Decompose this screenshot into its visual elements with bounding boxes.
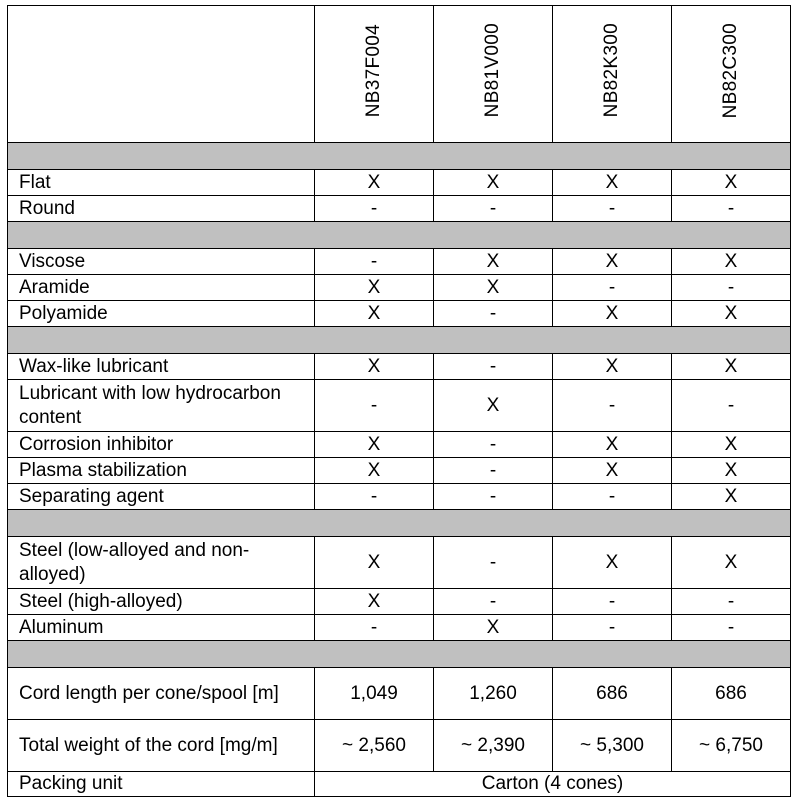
row-value: X xyxy=(434,170,553,196)
row-value: - xyxy=(434,458,553,484)
row-value: X xyxy=(553,432,672,458)
row-value: - xyxy=(672,380,791,432)
row-value: ~ 5,300 xyxy=(553,720,672,772)
row-value: X xyxy=(315,589,434,615)
section-separator-cell xyxy=(8,222,791,249)
row-value: - xyxy=(553,615,672,641)
row-value: - xyxy=(672,589,791,615)
row-value: - xyxy=(434,537,553,589)
row-value: X xyxy=(315,354,434,380)
row-value: - xyxy=(315,615,434,641)
column-header-4 xyxy=(672,6,791,143)
row-value: X xyxy=(553,301,672,327)
table-row xyxy=(8,380,791,432)
section-separator-cell xyxy=(8,327,791,354)
row-value: X xyxy=(434,249,553,275)
column-code: NB82K300 xyxy=(601,23,622,118)
row-value: X xyxy=(434,380,553,432)
table-row xyxy=(8,275,791,301)
row-value: 686 xyxy=(672,668,791,720)
row-value: X xyxy=(553,354,672,380)
row-value: X xyxy=(672,301,791,327)
column-header-3 xyxy=(553,6,672,143)
row-value: - xyxy=(553,484,672,510)
column-code: NB82C300 xyxy=(720,22,741,119)
row-value: - xyxy=(553,380,672,432)
row-label: Plasma stabilization xyxy=(8,458,315,484)
row-value: X xyxy=(315,170,434,196)
row-label: Wax-like lubricant xyxy=(8,354,315,380)
row-value: X xyxy=(672,170,791,196)
row-value: X xyxy=(434,615,553,641)
row-label: Steel (low-alloyed and non-alloyed) xyxy=(8,537,315,589)
row-value: X xyxy=(553,537,672,589)
table-row xyxy=(8,170,791,196)
row-value: X xyxy=(315,458,434,484)
row-value: - xyxy=(434,301,553,327)
column-code: NB81V000 xyxy=(482,23,503,118)
row-label: Aluminum xyxy=(8,615,315,641)
section-separator-cell xyxy=(8,143,791,170)
row-value: - xyxy=(315,196,434,222)
row-label: Viscose xyxy=(8,249,315,275)
row-value: - xyxy=(672,615,791,641)
specification-table xyxy=(7,5,791,797)
row-value: - xyxy=(434,354,553,380)
row-value: - xyxy=(434,432,553,458)
section-separator-cell xyxy=(8,510,791,537)
table-row xyxy=(8,537,791,589)
row-value: - xyxy=(315,484,434,510)
row-value: 1,049 xyxy=(315,668,434,720)
packing-value: Carton (4 cones) xyxy=(315,772,791,797)
row-value: X xyxy=(672,537,791,589)
table-row xyxy=(8,249,791,275)
section-separator-cell xyxy=(8,641,791,668)
row-value: - xyxy=(434,484,553,510)
row-label: Lubricant with low hydrocarbon content xyxy=(8,380,315,432)
table-row xyxy=(8,301,791,327)
column-code: NB37F004 xyxy=(363,23,384,118)
table-row xyxy=(8,484,791,510)
row-label: Corrosion inhibitor xyxy=(8,432,315,458)
header-row xyxy=(8,6,791,143)
table-row xyxy=(8,196,791,222)
row-value: X xyxy=(672,432,791,458)
row-value: X xyxy=(553,458,672,484)
table-row xyxy=(8,615,791,641)
column-header-1 xyxy=(315,6,434,143)
row-value: ~ 6,750 xyxy=(672,720,791,772)
row-value: X xyxy=(315,275,434,301)
table-row xyxy=(8,668,791,720)
table-row xyxy=(8,432,791,458)
row-label: Round xyxy=(8,196,315,222)
row-label: Separating agent xyxy=(8,484,315,510)
row-value: - xyxy=(553,196,672,222)
row-value: X xyxy=(672,484,791,510)
row-value: X xyxy=(434,275,553,301)
section-separator xyxy=(8,510,791,537)
row-value: X xyxy=(315,537,434,589)
row-value: X xyxy=(315,301,434,327)
packing-label: Packing unit xyxy=(8,772,315,797)
row-value: - xyxy=(315,380,434,432)
row-value: X xyxy=(672,249,791,275)
column-header-2 xyxy=(434,6,553,143)
row-value: ~ 2,390 xyxy=(434,720,553,772)
row-value: X xyxy=(672,458,791,484)
row-value: - xyxy=(434,589,553,615)
row-value: X xyxy=(553,170,672,196)
row-value: - xyxy=(672,275,791,301)
row-value: 1,260 xyxy=(434,668,553,720)
row-value: - xyxy=(434,196,553,222)
table-row xyxy=(8,458,791,484)
table-row xyxy=(8,720,791,772)
section-separator xyxy=(8,327,791,354)
row-value: X xyxy=(672,354,791,380)
row-label: Steel (high-alloyed) xyxy=(8,589,315,615)
row-label: Total weight of the cord [mg/m] xyxy=(8,720,315,772)
row-value: - xyxy=(553,275,672,301)
row-value: - xyxy=(672,196,791,222)
table-row xyxy=(8,589,791,615)
row-value: 686 xyxy=(553,668,672,720)
row-value: X xyxy=(315,432,434,458)
row-label: Cord length per cone/spool [m] xyxy=(8,668,315,720)
packing-row xyxy=(8,772,791,797)
row-value: - xyxy=(553,589,672,615)
row-value: X xyxy=(553,249,672,275)
section-separator xyxy=(8,222,791,249)
row-label: Polyamide xyxy=(8,301,315,327)
table-row xyxy=(8,354,791,380)
section-separator xyxy=(8,641,791,668)
row-value: - xyxy=(315,249,434,275)
row-label: Flat xyxy=(8,170,315,196)
section-separator xyxy=(8,143,791,170)
row-value: ~ 2,560 xyxy=(315,720,434,772)
row-label: Aramide xyxy=(8,275,315,301)
header-corner-cell xyxy=(8,6,315,143)
